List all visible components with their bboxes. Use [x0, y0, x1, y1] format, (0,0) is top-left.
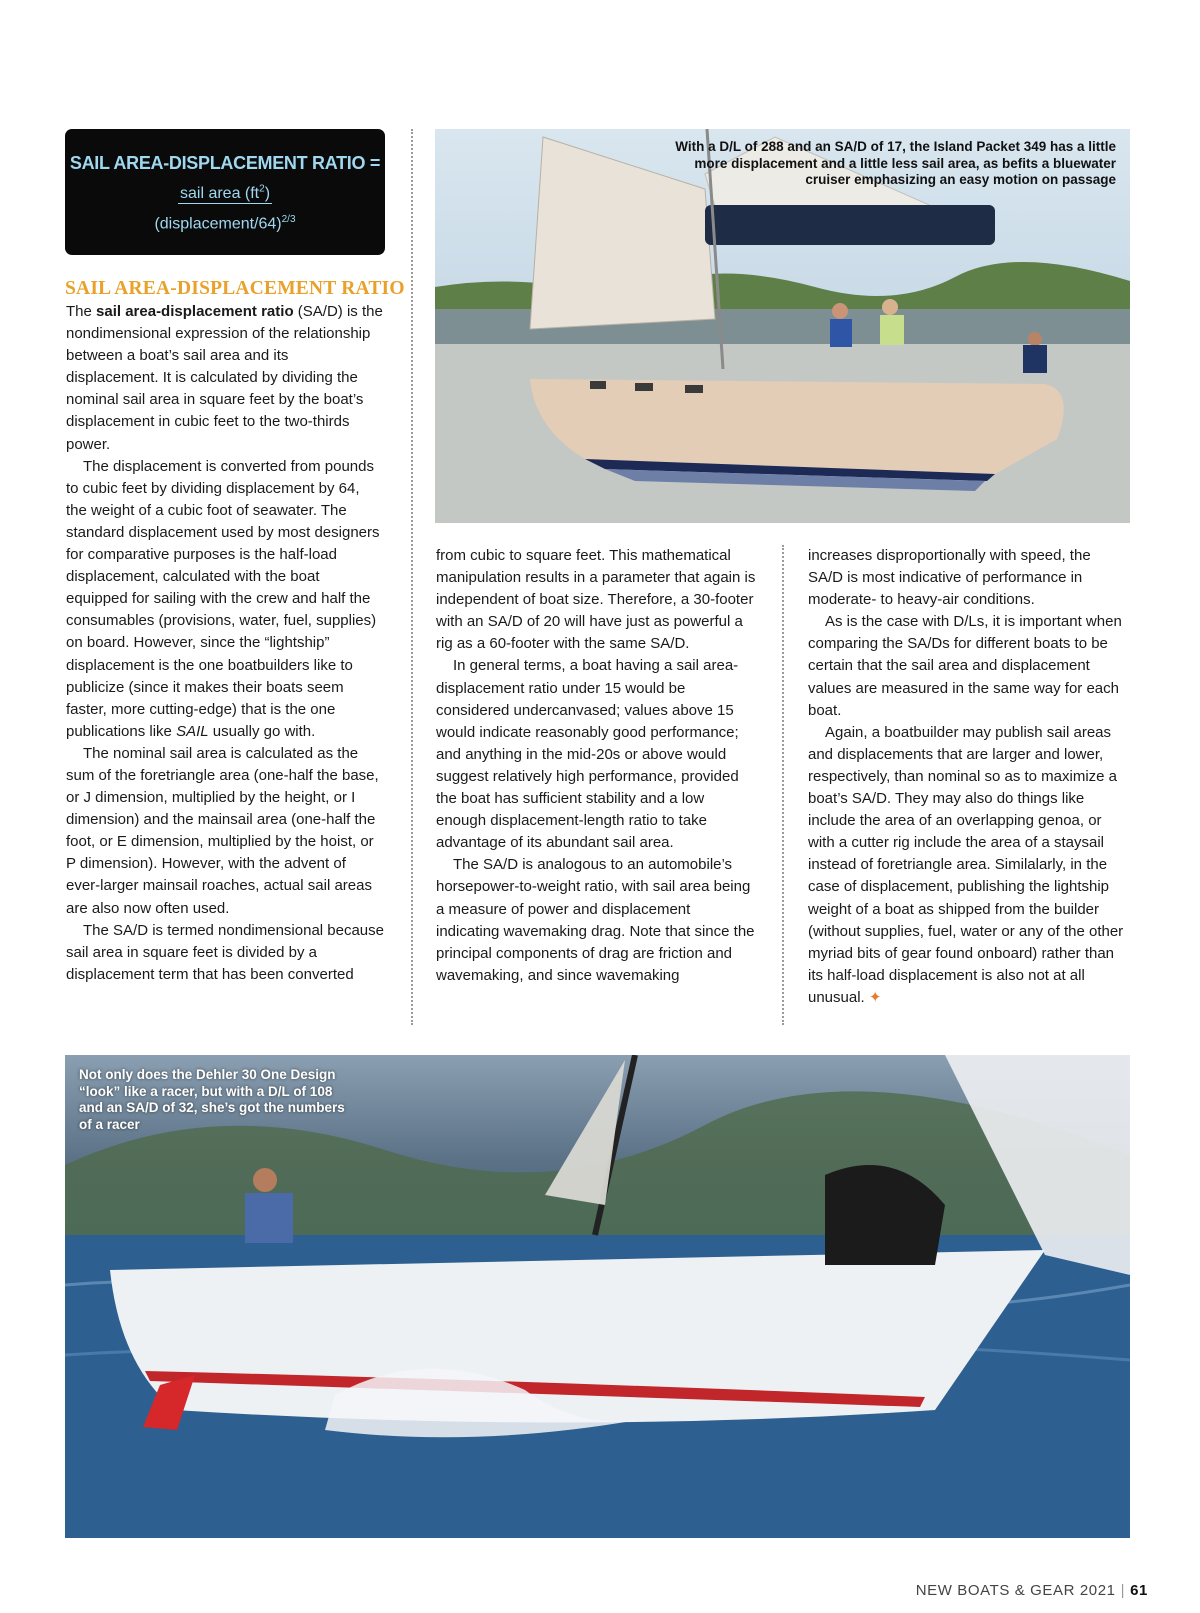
paragraph-9: As is the case with D/Ls, it is important when comparing the SA/Ds for different boats to be certain that the sail area and displacement values are measured in the same way for each boat. [808, 613, 1122, 719]
page-footer [916, 1582, 1148, 1599]
photo-caption-bottom: Not only does the Dehler 30 One Design “look” like a racer, but with a D/L of 108 and an SA/D of 32, she’s got the numbers of a racer [79, 1067, 345, 1132]
term-bold: sail area-displacement ratio [96, 303, 294, 320]
numerator-text: sail area (ft [179, 185, 260, 203]
text-run: (SA/D) is the nondimensional expression of the relationship between a boat’s sail area and its displacement. It is calculated by dividing the nominal sail area in square feet by the boat’s displacement in cubic feet to the two-thirds power. [66, 303, 383, 453]
column-divider [411, 129, 413, 1025]
denominator-exponent: 2/3 [281, 214, 296, 225]
photo-caption-top: With a D/L of 288 and an SA/D of 17, the Island Packet 349 has a little more displacement and a little less sail area, as befits a bluewater cruiser emphasizing an easy motion on passage [675, 139, 1116, 187]
text-run: usually go with. [208, 722, 316, 740]
column-divider [782, 545, 784, 1025]
paragraph-5: from cubic to square feet. This mathematical manipulation results in a parameter that again is independent of boat size. Therefore, a 30-footer with an SA/D of 20 will have just as powerful a rig as a 60-footer with the same SA/D. [436, 547, 756, 653]
photo-island-packet [435, 129, 1130, 523]
text-run: Again, a boatbuilder may publish sail areas and displacements that are larger and lower, respectively, than nominal so as to maximize a boat’s SA/D. They may also do things like include the area of an overlapping genoa, or with a cutter rig include the area of a staysail instead of foretriangle area. Similalarly, in the case of displacement, publishing the lightship weight of a boat as shipped from the builder (without supplies, fuel, water or any of the other myriad bits of gear found onboard) rather than its half-load displacement is also not at all unusual. [808, 723, 1124, 1006]
publication-italic: SAIL [176, 722, 209, 740]
publication-name: NEW BOATS & GEAR 2021 [915, 1582, 1116, 1599]
paragraph-3: The nominal sail area is calculated as the sum of the foretriangle area (one-half the base, or J dimension, multiplied by the height, or I dimension) and the mainsail area (one-half the foot, or E dimension, multiplied by the hoist, or P dimension). However, with the advent of ever-larger mainsail roaches, actual sail areas are also now often used. [66, 744, 379, 917]
formula-denominator [65, 214, 385, 233]
footer-separator: | [1120, 1582, 1126, 1599]
paragraph-6: In general terms, a boat having a sail area-displacement ratio under 15 would be considered undercanvased; values above 15 would indicate reasonably good performance; and anything in the mid-20s or above would suggest relatively high performance, provided the boat has sufficient stability and a low enough displacement-length ratio to take advantage of its abundant sail area. [436, 657, 739, 852]
paragraph-4: The SA/D is termed nondimensional because sail area in square feet is divided by a displacement term that has been converted [66, 921, 384, 983]
paragraph-10 [808, 722, 1128, 1009]
section-heading: SAIL AREA-DISPLACEMENT RATIO [65, 278, 405, 299]
article-column-3 [808, 545, 1128, 1009]
text-run: The displacement is converted from pounds to cubic feet by dividing displacement by 64, the weight of a cubic foot of seawater. The standard displacement used by most designers for comparative purposes is the half-load displacement, calculated with the boat equipped for sailing with the crew and half the consumables (provisions, water, fuel, supplies) on board. However, since the “lightship” displacement is the one boatbuilders like to publicize (since it makes their boats seem faster, more cutting-edge) that is the one publications like [66, 457, 380, 740]
paragraph-2 [66, 456, 384, 743]
text-run: The [66, 303, 97, 320]
paragraph-1 [66, 301, 384, 456]
formula-title: SAIL AREA-DISPLACEMENT RATIO = [69, 153, 381, 173]
paragraph-7: The SA/D is analogous to an automobile’s horsepower-to-weight ratio, with sail area being a measure of power and displacement indicating wavemaking drag. Note that since the principal components of drag are friction and wavemaking, and since wavemaking [436, 856, 755, 984]
denominator-text: (displacement/64) [154, 215, 282, 233]
numerator-exponent: 2 [259, 184, 265, 195]
article-column-2 [436, 545, 756, 987]
end-mark-icon: ✦ [868, 988, 882, 1006]
paragraph-8: increases disproportionally with speed, the SA/D is most indicative of performance in moderate- to heavy-air conditions. [808, 547, 1091, 609]
formula-numerator [65, 184, 385, 203]
numerator-close: ) [264, 185, 271, 203]
formula-box [65, 129, 385, 255]
photo-dehler-30 [65, 1055, 1130, 1538]
page-number: 61 [1130, 1582, 1148, 1599]
article-column-1 [66, 301, 384, 986]
